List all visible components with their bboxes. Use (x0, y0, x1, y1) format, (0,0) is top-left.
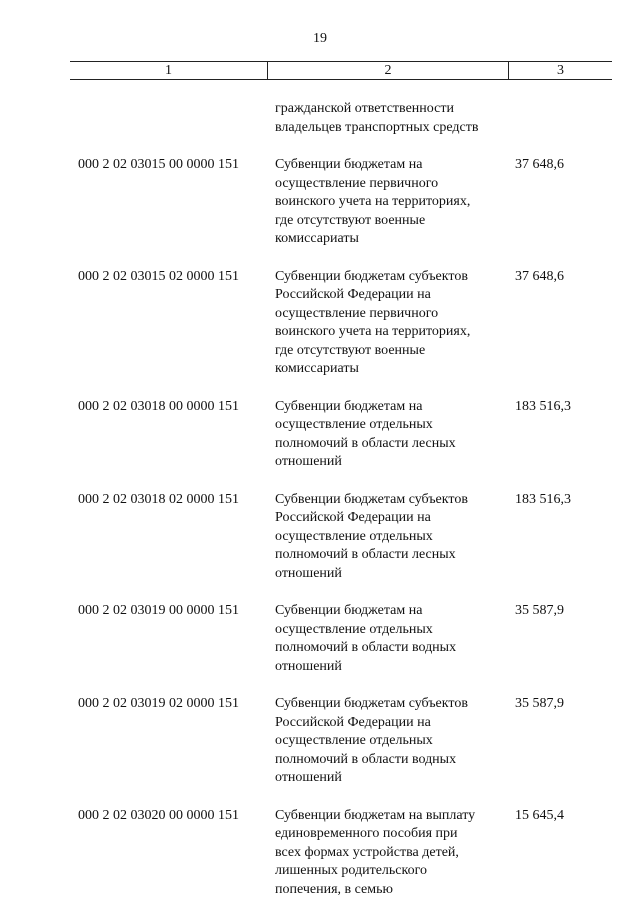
description (275, 100, 512, 137)
description-line: полномочий в области лесных (275, 547, 456, 562)
description-line: осуществление первичного (275, 305, 439, 321)
table-row (0, 491, 640, 584)
amount: 37 648,6 (515, 268, 564, 284)
header-col-1: 1 (70, 62, 268, 79)
description-line: отношений (275, 770, 342, 785)
amount: 183 516,3 (515, 491, 571, 507)
budget-code: 000 2 02 03015 00 0000 151 (78, 157, 239, 172)
description-line: Субвенции бюджетам субъектов (275, 268, 468, 284)
table-header (70, 61, 612, 80)
table-row (0, 602, 640, 676)
description-line: отношений (275, 454, 342, 469)
header-col-2: 2 (268, 62, 509, 79)
amount: 15 645,4 (515, 807, 564, 823)
budget-code: 000 2 02 03018 02 0000 151 (78, 491, 239, 507)
description-line: комиссариаты (275, 231, 359, 246)
description-line: единовременного пособия при (275, 826, 458, 841)
description-line: Субвенции бюджетам на выплату (275, 807, 476, 823)
amount (512, 100, 615, 137)
budget-code: 000 2 02 03019 02 0000 151 (78, 696, 239, 711)
table-row (0, 807, 640, 900)
budget-code: 000 2 02 03020 00 0000 151 (78, 807, 239, 823)
table-row (0, 156, 640, 249)
description-line: отношений (275, 658, 342, 674)
description (275, 491, 512, 584)
budget-code (0, 100, 275, 137)
description (275, 602, 512, 676)
amount: 35 587,9 (515, 696, 564, 711)
description-line: Субвенции бюджетам субъектов (275, 696, 468, 711)
description-line: лишенных родительского (275, 863, 427, 878)
description (275, 695, 512, 788)
description-line: полномочий в области лесных (275, 435, 456, 451)
table-row (0, 100, 640, 137)
description-line: полномочий в области водных (275, 640, 457, 655)
description-line: осуществление отдельных (275, 621, 433, 637)
page-number: 19 (313, 31, 327, 46)
description-line: осуществление первичного (275, 175, 439, 191)
amount: 37 648,6 (515, 157, 564, 172)
description-line: осуществление отдельных (275, 733, 433, 748)
description (275, 156, 512, 249)
description-line: Российской Федерации на (275, 287, 431, 302)
description-line: владельцев транспортных средств (275, 119, 479, 135)
description-line: где отсутствуют военные (275, 212, 426, 228)
table-row (0, 398, 640, 472)
description-line: где отсутствуют военные (275, 342, 426, 358)
budget-code: 000 2 02 03015 02 0000 151 (78, 268, 239, 284)
description-line: воинского учета на территориях, (275, 194, 471, 209)
description (275, 398, 512, 472)
description-line: воинского учета на территориях, (275, 324, 471, 339)
table-row (0, 268, 640, 379)
description-line: Субвенции бюджетам на (275, 398, 423, 414)
description-line: осуществление отдельных (275, 528, 433, 544)
header-col-3: 3 (557, 63, 564, 78)
description-line: комиссариаты (275, 361, 359, 376)
description-line: гражданской ответственности (275, 101, 454, 116)
description-line: Субвенции бюджетам субъектов (275, 491, 468, 507)
description-line: попечения, в семью (275, 881, 393, 897)
description (275, 807, 512, 900)
amount: 35 587,9 (515, 603, 564, 618)
description-line: Субвенции бюджетам на (275, 157, 423, 172)
description-line: отношений (275, 565, 342, 581)
budget-code: 000 2 02 03019 00 0000 151 (78, 603, 239, 618)
description-line: Субвенции бюджетам на (275, 603, 423, 618)
amount: 183 516,3 (515, 398, 571, 414)
description-line: Российской Федерации на (275, 510, 431, 525)
budget-code: 000 2 02 03018 00 0000 151 (78, 398, 239, 414)
description-line: всех формах устройства детей, (275, 844, 459, 860)
description (275, 268, 512, 379)
description-line: полномочий в области водных (275, 751, 457, 767)
table-body (0, 100, 640, 918)
table-row (0, 695, 640, 788)
description-line: Российской Федерации на (275, 714, 431, 730)
description-line: осуществление отдельных (275, 417, 433, 432)
